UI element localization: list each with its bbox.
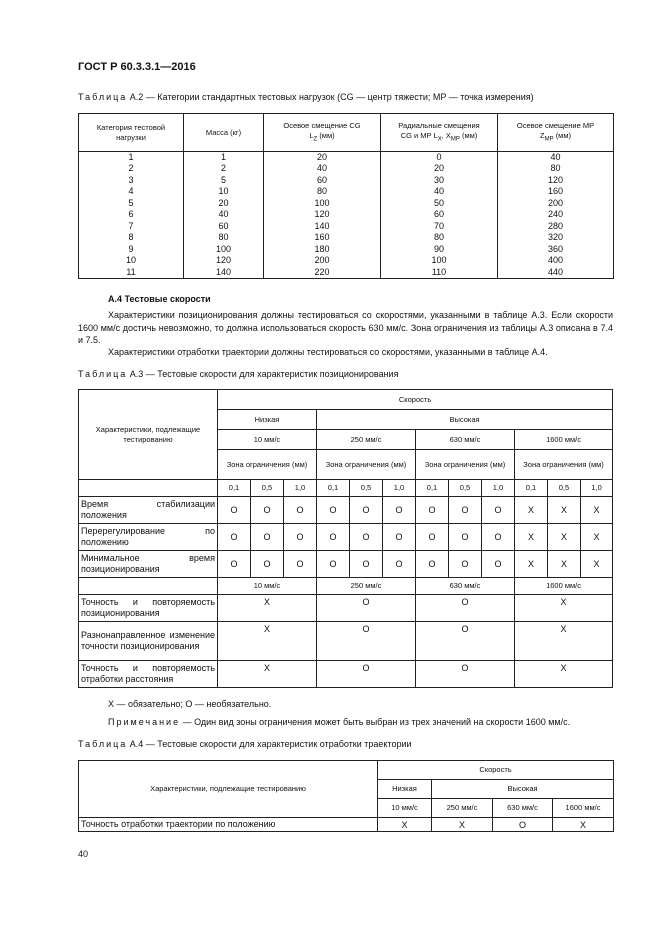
table-a4-row bbox=[79, 818, 614, 832]
table-a2-row bbox=[79, 221, 614, 233]
table-a2-cell: 200 bbox=[264, 255, 381, 267]
table-a3-value: O bbox=[449, 497, 482, 524]
table-a3-high: Высокая bbox=[317, 410, 613, 430]
table-a2-cell: 5 bbox=[184, 175, 264, 187]
table-a2-cell: 2 bbox=[79, 163, 184, 175]
table-a2-cell: 0 bbox=[381, 152, 498, 164]
table-a3-value: O bbox=[383, 524, 416, 551]
table-a2-row bbox=[79, 255, 614, 267]
table-a2-row bbox=[79, 163, 614, 175]
table-a3-row-label: Минимальное время позиционирования bbox=[79, 551, 218, 578]
table-a3-speed-subheader: 250 мм/с bbox=[317, 578, 416, 595]
table-a3-value: O bbox=[218, 497, 251, 524]
table-a3-row-label: Разнонаправленное изменение точности позиционирования bbox=[79, 622, 218, 661]
table-a4-value: X bbox=[432, 818, 493, 832]
table-a3-value: O bbox=[350, 551, 383, 578]
table-a2-cell: 6 bbox=[79, 209, 184, 221]
table-a2-cell: 60 bbox=[264, 175, 381, 187]
table-a2-cell: 120 bbox=[264, 209, 381, 221]
table-a3-value: O bbox=[383, 551, 416, 578]
table-a3-zone-value: 1,0 bbox=[383, 480, 416, 497]
table-a2-cell: 120 bbox=[498, 175, 614, 187]
table-a2-cell: 20 bbox=[264, 152, 381, 164]
table-a2-cell: 40 bbox=[184, 209, 264, 221]
table-a3-value: X bbox=[515, 551, 548, 578]
table-a3-speed-header: Скорость bbox=[218, 390, 613, 410]
table-a3-value: O bbox=[449, 524, 482, 551]
table-a2-cell: 80 bbox=[264, 186, 381, 198]
table-a3-value: O bbox=[218, 551, 251, 578]
table-a4-title: А.4 — Тестовые скорости для характеристик отработки траектории bbox=[127, 739, 412, 749]
table-a2-cell: 50 bbox=[381, 198, 498, 210]
table-a3-value: O bbox=[416, 497, 449, 524]
table-a3-value: O bbox=[284, 497, 317, 524]
table-a3-speed-subheader: 10 мм/с bbox=[218, 578, 317, 595]
legend: X — обязательно; O — необязательно. bbox=[108, 699, 272, 709]
table-a3-value: O bbox=[317, 524, 350, 551]
table-a2-cell: 8 bbox=[79, 232, 184, 244]
radial-sep: , X bbox=[441, 130, 451, 140]
table-a3-value: X bbox=[548, 497, 581, 524]
cg-axial-text: Осевое смещение CG bbox=[283, 120, 361, 130]
table-a3-value: X bbox=[515, 661, 613, 688]
table-a2-cell: 140 bbox=[264, 221, 381, 233]
table-a3-row bbox=[79, 595, 613, 622]
table-a2-cell: 80 bbox=[184, 232, 264, 244]
table-a2-cell: 7 bbox=[79, 221, 184, 233]
table-a3-zone-values-row bbox=[79, 480, 613, 497]
table-a3-row bbox=[79, 524, 613, 551]
table-a2-row bbox=[79, 209, 614, 221]
table-a3-value: O bbox=[416, 551, 449, 578]
table-a3-value: O bbox=[482, 524, 515, 551]
table-a2-row bbox=[79, 186, 614, 198]
table-a2-cell: 60 bbox=[381, 209, 498, 221]
table-a2-cell: 80 bbox=[498, 163, 614, 175]
table-a4-speed-1600: 1600 мм/с bbox=[553, 799, 614, 818]
sub-zmp: MP bbox=[544, 136, 554, 143]
table-a3-zone-value: 0,1 bbox=[218, 480, 251, 497]
table-a2-header-cg-axial: Осевое смещение CG $L_Z$ (мм) bbox=[264, 114, 381, 152]
table-a2-cell: 30 bbox=[381, 175, 498, 187]
table-a3-value: X bbox=[218, 661, 317, 688]
table-a3-zone-value: 0,1 bbox=[416, 480, 449, 497]
table-a4-label: Таблица bbox=[78, 739, 128, 749]
table-a3-value: O bbox=[251, 524, 284, 551]
table-a3-value: O bbox=[350, 497, 383, 524]
table-a4-value: O bbox=[493, 818, 553, 832]
note-text: — Один вид зоны ограничения может быть выбран из трех значений на скорости 1600 мм/с. bbox=[180, 717, 571, 727]
table-a2-cell: 70 bbox=[381, 221, 498, 233]
table-a3-value: X bbox=[515, 595, 613, 622]
table-a3-value: O bbox=[284, 551, 317, 578]
table-a3-value: O bbox=[383, 497, 416, 524]
table-a2-cell: 110 bbox=[381, 267, 498, 279]
table-a3-speed-630: 630 мм/с bbox=[416, 430, 515, 450]
table-a2-cell: 360 bbox=[498, 244, 614, 256]
table-a4-corner: Характеристики, подлежащие тестированию bbox=[79, 761, 378, 818]
table-a3-speed-subheader-row bbox=[79, 578, 613, 595]
table-a2-label: Таблица bbox=[78, 92, 128, 102]
table-a3-value: X bbox=[515, 524, 548, 551]
table-a4-speed-header: Скорость bbox=[378, 761, 614, 780]
table-a3-value: X bbox=[515, 497, 548, 524]
table-a2-cell: 20 bbox=[381, 163, 498, 175]
table-a3-row bbox=[79, 497, 613, 524]
table-a3-value: X bbox=[218, 595, 317, 622]
table-a3-zone-value: 1,0 bbox=[482, 480, 515, 497]
table-a2-cell: 40 bbox=[381, 186, 498, 198]
table-a3-zone-blank bbox=[79, 480, 218, 497]
table-a3-value: O bbox=[449, 551, 482, 578]
table-a2-row bbox=[79, 198, 614, 210]
table-a2-header-mp-axial bbox=[498, 114, 614, 152]
table-a3-value: O bbox=[416, 524, 449, 551]
table-a2-cell: 200 bbox=[498, 198, 614, 210]
table-a3-value: X bbox=[515, 622, 613, 661]
table-a4-row-label: Точность отработки траектории по положению bbox=[79, 818, 378, 832]
table-a4-low: Низкая bbox=[378, 780, 432, 799]
table-a3-zone-630: Зона ограничения (мм) bbox=[416, 450, 515, 480]
table-a4-speed-630: 630 мм/с bbox=[493, 799, 553, 818]
table-a3-value: O bbox=[350, 524, 383, 551]
table-a3-corner: Характеристики, подлежащие тестированию bbox=[79, 390, 218, 480]
table-a2-header-mass: Масса (кг) bbox=[184, 114, 264, 152]
table-a3-value: O bbox=[317, 497, 350, 524]
units-mm: (мм) bbox=[319, 130, 335, 140]
table-a4 bbox=[78, 760, 614, 832]
table-a3-value: X bbox=[548, 524, 581, 551]
table-a3-value: O bbox=[284, 524, 317, 551]
table-a3-value: O bbox=[482, 551, 515, 578]
table-a3-value: X bbox=[581, 497, 613, 524]
table-a2-cell: 160 bbox=[264, 232, 381, 244]
table-a3-speed-10: 10 мм/с bbox=[218, 430, 317, 450]
table-a3-value: X bbox=[581, 524, 613, 551]
table-a3-low: Низкая bbox=[218, 410, 317, 430]
table-a2-cell: 320 bbox=[498, 232, 614, 244]
table-a3-zone-250: Зона ограничения (мм) bbox=[317, 450, 416, 480]
table-a2-row bbox=[79, 232, 614, 244]
table-a2-row bbox=[79, 267, 614, 279]
sub-z: Z bbox=[313, 136, 318, 143]
table-a2-cell: 2 bbox=[184, 163, 264, 175]
radial-line1: Радиальные смещения bbox=[398, 120, 480, 130]
table-a2-cell: 220 bbox=[264, 267, 381, 279]
table-a2-cell: 20 bbox=[184, 198, 264, 210]
table-a4-value: X bbox=[553, 818, 614, 832]
table-a2-cell: 140 bbox=[184, 267, 264, 279]
mp-axial-z: Z bbox=[540, 130, 545, 140]
table-a3-speed-250: 250 мм/с bbox=[317, 430, 416, 450]
table-a3-value: O bbox=[416, 622, 515, 661]
table-a2-cell: 60 bbox=[184, 221, 264, 233]
table-a2-cell: 180 bbox=[264, 244, 381, 256]
table-a2-cell: 440 bbox=[498, 267, 614, 279]
table-a4-caption bbox=[78, 739, 412, 749]
table-a3-zone-value: 1,0 bbox=[581, 480, 613, 497]
table-a3-value: O bbox=[416, 661, 515, 688]
note-label: Примечание bbox=[108, 717, 181, 727]
table-a2-cell: 100 bbox=[264, 198, 381, 210]
table-a2-cell: 90 bbox=[381, 244, 498, 256]
section-a4-paragraph-1: Характеристики позиционирования должны тестироваться со скоростями, указанными в таблице А.3. Если скорости 1600 мм/с достичь невозможно, то должна использоваться скорость 630 мм/с. Зона ограничения из таблицы А.3 описана в 7.4 и 7.5. bbox=[78, 310, 613, 345]
table-a3-zone-value: 0,1 bbox=[515, 480, 548, 497]
document-header: ГОСТ Р 60.3.3.1—2016 bbox=[78, 61, 196, 73]
table-a3-subheader-blank bbox=[79, 578, 218, 595]
table-a2-row bbox=[79, 244, 614, 256]
radial-line2: CG и MP L bbox=[400, 130, 438, 140]
table-a2-cell: 10 bbox=[184, 186, 264, 198]
table-a2-cell: 9 bbox=[79, 244, 184, 256]
table-a3-zone-value: 1,0 bbox=[284, 480, 317, 497]
table-a2-cell: 10 bbox=[79, 255, 184, 267]
table-a2-cell: 120 bbox=[184, 255, 264, 267]
section-a4-title: А.4 Тестовые скорости bbox=[108, 294, 211, 304]
page-number: 40 bbox=[78, 849, 89, 859]
table-a3-value: O bbox=[317, 595, 416, 622]
table-a3-zone-value: 0,5 bbox=[251, 480, 284, 497]
table-a2-cell: 160 bbox=[498, 186, 614, 198]
table-a2-cell: 100 bbox=[184, 244, 264, 256]
table-a3-value: X bbox=[548, 551, 581, 578]
table-a3-row bbox=[79, 661, 613, 688]
table-a3-label: Таблица bbox=[78, 369, 128, 379]
sub-mp: MP bbox=[450, 136, 460, 143]
sub-x: X bbox=[437, 136, 442, 143]
table-a4-high: Высокая bbox=[432, 780, 614, 799]
table-a2-cell: 1 bbox=[79, 152, 184, 164]
units-mm-2: (мм) bbox=[461, 130, 478, 140]
note bbox=[108, 717, 570, 727]
table-a3-zone-10: Зона ограничения (мм) bbox=[218, 450, 317, 480]
table-a3-value: O bbox=[317, 661, 416, 688]
table-a2-cell: 400 bbox=[498, 255, 614, 267]
mp-axial-line1: Осевое смещение MP bbox=[516, 120, 595, 130]
table-a2-header-row bbox=[79, 114, 614, 152]
table-a3-speed-subheader: 630 мм/с bbox=[416, 578, 515, 595]
table-a3-zone-value: 0,1 bbox=[317, 480, 350, 497]
table-a2-cell: 3 bbox=[79, 175, 184, 187]
table-a3-zone-value: 0,5 bbox=[449, 480, 482, 497]
table-a3-value: O bbox=[482, 497, 515, 524]
table-a3-value: X bbox=[581, 551, 613, 578]
table-a3-value: O bbox=[218, 524, 251, 551]
table-a3-row-label: Время стабилизации положения bbox=[79, 497, 218, 524]
table-a2-row bbox=[79, 152, 614, 164]
table-a3-zone-1600: Зона ограничения (мм) bbox=[515, 450, 613, 480]
table-a2-row bbox=[79, 175, 614, 187]
table-a2-header-radial bbox=[381, 114, 498, 152]
table-a2-cell: 240 bbox=[498, 209, 614, 221]
table-a2-cell: 100 bbox=[381, 255, 498, 267]
table-a2-header-category: Категория тестовой нагрузки bbox=[79, 114, 184, 152]
table-a3-row-label: Точность и повторяемость отработки расстояния bbox=[79, 661, 218, 688]
table-a3-row bbox=[79, 551, 613, 578]
table-a2-cell: 40 bbox=[264, 163, 381, 175]
table-a2-cell: 40 bbox=[498, 152, 614, 164]
table-a3-value: X bbox=[218, 622, 317, 661]
table-a4-value: X bbox=[378, 818, 432, 832]
section-a4-paragraph-2: Характеристики отработки траектории должны тестироваться со скоростями, указанными в таблице А.4. bbox=[108, 347, 548, 357]
table-a4-speed-10: 10 мм/с bbox=[378, 799, 432, 818]
table-a2 bbox=[78, 113, 614, 279]
table-a2-cell: 280 bbox=[498, 221, 614, 233]
table-a3-title: А.3 — Тестовые скорости для характеристик позиционирования bbox=[127, 369, 399, 379]
table-a3-value: O bbox=[317, 551, 350, 578]
table-a3-speed-1600: 1600 мм/с bbox=[515, 430, 613, 450]
table-a3-speed-subheader: 1600 мм/с bbox=[515, 578, 613, 595]
table-a3 bbox=[78, 389, 613, 688]
table-a3-value: O bbox=[317, 622, 416, 661]
table-a2-cell: 4 bbox=[79, 186, 184, 198]
table-a3-caption bbox=[78, 369, 398, 379]
table-a3-row bbox=[79, 622, 613, 661]
table-a2-cell: 11 bbox=[79, 267, 184, 279]
table-a2-cell: 80 bbox=[381, 232, 498, 244]
table-a2-cell: 5 bbox=[79, 198, 184, 210]
table-a2-caption bbox=[78, 92, 534, 102]
units-mm-3: (мм) bbox=[555, 130, 571, 140]
table-a3-zone-value: 0,5 bbox=[350, 480, 383, 497]
table-a2-cell: 1 bbox=[184, 152, 264, 164]
table-a3-value: O bbox=[416, 595, 515, 622]
table-a2-title: А.2 — Категории стандартных тестовых нагрузок (CG — центр тяжести; MP — точка измерения) bbox=[127, 92, 534, 102]
table-a3-value: O bbox=[251, 551, 284, 578]
table-a3-row-label: Перерегулирование по положению bbox=[79, 524, 218, 551]
table-a3-row-label: Точность и повторяемость позиционирования bbox=[79, 595, 218, 622]
table-a4-speed-250: 250 мм/с bbox=[432, 799, 493, 818]
table-a3-zone-value: 0,5 bbox=[548, 480, 581, 497]
table-a3-value: O bbox=[251, 497, 284, 524]
